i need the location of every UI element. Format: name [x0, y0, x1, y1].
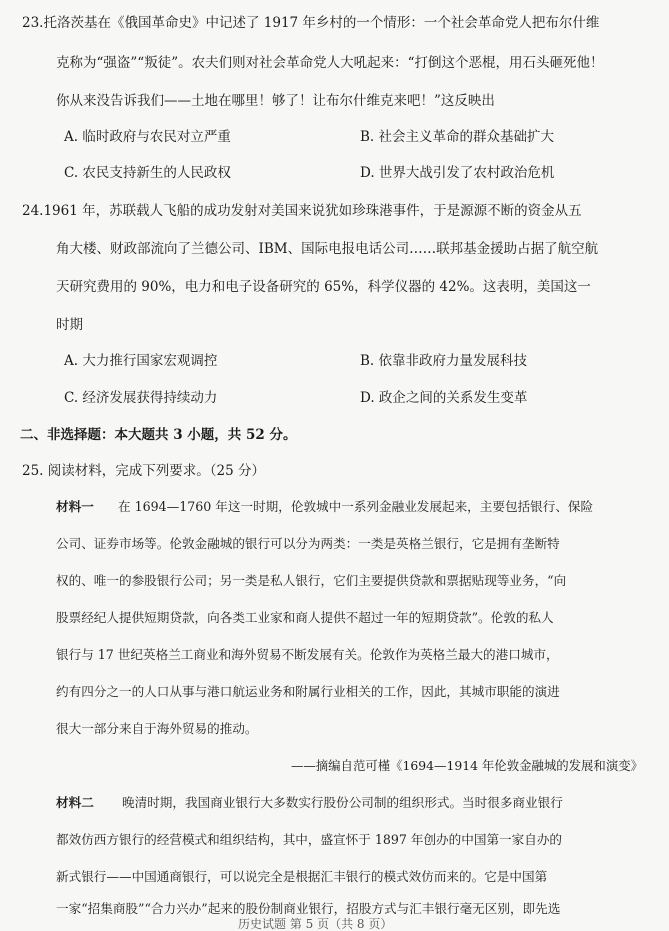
- q23-stem-line-1: 23.托洛茨基在《俄国革命史》中记述了 1917 年乡村的一个情形：一个社会革命党人把布尔什维: [22, 15, 600, 31]
- material-1-line-7: 很大一部分来自于海外贸易的推动。: [56, 721, 258, 736]
- q24-option-c: C. 经济发展获得持续动力: [64, 390, 218, 406]
- q23-option-b: B. 社会主义革命的群众基础扩大: [360, 129, 555, 145]
- page-footer: 历史试题 第 5 页（共 8 页）: [238, 917, 393, 931]
- material-2-line-4: 一家“招集商股”“合力兴办”起来的股份制商业银行，招股方式与汇丰银行毫无区别，即先选: [56, 901, 561, 916]
- q24-option-d: D. 政企之间的关系发生变革: [360, 390, 528, 406]
- q24-stem-line-3: 天研究费用的 90%，电力和电子设备研究的 65%，科学仪器的 42%。这表明，美国这一: [56, 279, 591, 295]
- material-1-line-2: 公司、证券市场等。伦敦金融城的银行可以分为两类：一类是英格兰银行，它是拥有垄断特: [56, 536, 560, 551]
- q24-stem-line-2: 角大楼、财政部流向了兰德公司、IBM、国际电报电话公司……联邦基金援助占据了航空航: [56, 241, 599, 257]
- q23-stem-line-2: 克称为“强盗”“叛徒”。农夫们则对社会革命党人大吼起来：“打倒这个恶棍，用石头砸死他！: [56, 55, 604, 71]
- material-1-line-6: 约有四分之一的人口从事与港口航运业务和附属行业相关的工作，因此，其城市职能的演进: [56, 684, 560, 699]
- q24-option-a: A. 大力推行国家宏观调控: [64, 353, 218, 369]
- material-1-source: ——摘编自范可槿《1694—1914 年伦敦金融城的发展和演变》: [291, 758, 643, 773]
- q24-stem-line-4: 时期: [56, 317, 83, 333]
- material-2-label: 材料二: [56, 795, 94, 810]
- q23-option-c: C. 农民支持新生的人民政权: [64, 165, 231, 181]
- q24-option-b: B. 依靠非政府力量发展科技: [360, 353, 528, 369]
- material-1-line-4: 股票经纪人提供短期贷款，向各类工业家和商人提供不超过一年的短期贷款”。伦敦的私人: [56, 610, 554, 625]
- section-header: 二、非选择题：本大题共 3 小题，共 52 分。: [20, 427, 297, 443]
- material-2-line-3: 新式银行——中国通商银行，可以说完全是根据汇丰银行的模式效仿而来的。它是中国第: [56, 869, 548, 884]
- q23-option-d: D. 世界大战引发了农村政治危机: [360, 165, 555, 181]
- material-1-label: 材料一: [56, 499, 94, 514]
- q23-stem-line-3: 你从来没告诉我们——土地在哪里！够了！让布尔什维克来吧！”这反映出: [56, 93, 495, 109]
- material-1-line-3: 权的、唯一的参股银行公司；另一类是私人银行，它们主要提供贷款和票据贴现等业务，“向: [56, 573, 567, 588]
- material-1-line-5: 银行与 17 世纪英格兰工商业和海外贸易不断发展有关。伦敦作为英格兰最大的港口城市，: [56, 647, 559, 662]
- material-1-line-1: 在 1694—1760 年这一时期，伦敦城中一系列金融业发展起来，主要包括银行、保险: [118, 499, 594, 514]
- q23-option-a: A. 临时政府与农民对立严重: [64, 129, 231, 145]
- material-2-line-2: 都效仿西方银行的经营模式和组织结构，其中，盛宣怀于 1897 年创办的中国第一家自办的: [56, 832, 563, 847]
- material-2-line-1: 晚清时期，我国商业银行大多数实行股份公司制的组织形式。当时很多商业银行: [122, 795, 563, 810]
- q24-stem-line-1: 24.1961 年，苏联载人飞船的成功发射对美国来说犹如珍珠港事件，于是源源不断的资金从五: [22, 203, 582, 219]
- q25-title: 25. 阅读材料，完成下列要求。（25 分）: [22, 463, 265, 479]
